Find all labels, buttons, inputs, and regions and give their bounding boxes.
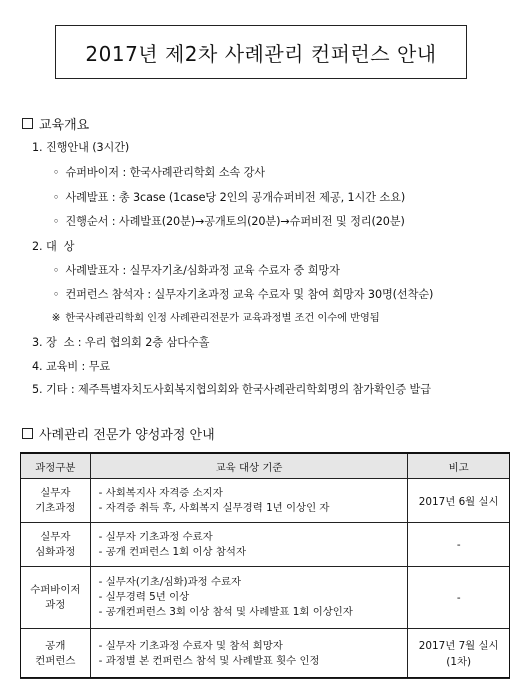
item-number: 4. [32,360,43,373]
checkbox-square-icon [22,118,33,129]
item-label: 교육비 : 무료 [45,360,111,373]
list-item [32,238,74,254]
bullet-icon: ◦ [52,288,60,301]
note-cell: 2017년 6월 실시 [408,479,510,523]
column-header: 비고 [408,453,510,479]
section-heading-text: 교육개요 [39,118,90,133]
note-cell: - [408,523,510,567]
item-label: 대 상 [45,240,75,253]
category-cell: 공개 컨퍼런스 [21,629,91,679]
item-number: 2. [32,240,43,253]
note-cell: 2017년 7월 실시 (1차) [408,629,510,679]
bullet-icon: ◦ [52,191,60,204]
table-row [21,479,510,523]
criteria-cell: - 실무자 기초과정 수료자 및 참석 희망자 - 과정별 본 컨퍼런스 참석 및 사례발표 횟수 인정 [90,629,408,679]
item-text: 컨퍼런스 참석자 : 실무자기초과정 교육 수료자 및 참여 희망자 30명(선착순) [65,288,434,301]
item-text: 슈퍼바이저 : 한국사례관리학회 소속 강사 [65,166,265,179]
table-header-row [21,453,510,479]
list-item [50,262,340,278]
item-label: 장 소 : 우리 협의회 2층 삼다수홀 [45,336,210,349]
item-text: 사례발표 : 총 3case (1case당 2인의 공개슈퍼비전 제공, 1시간 소요) [65,191,406,204]
item-text: 한국사례관리학회 인정 사례관리전문가 교육과정별 조건 이수에 반영됨 [65,312,380,324]
table-row [21,567,510,629]
category-cell: 수퍼바이저 과정 [21,567,91,629]
criteria-cell: - 사회복지사 자격증 소지자 - 자격증 취득 후, 사회복지 실무경력 1년 이상인 자 [90,479,408,523]
column-header: 교육 대상 기준 [90,453,408,479]
note-cell: - [408,567,510,629]
section-heading-text: 사례관리 전문가 양성과정 안내 [39,428,215,443]
table-row [21,629,510,679]
page-title [55,25,467,79]
table-row [21,523,510,567]
list-item-note [50,309,380,324]
reference-mark-icon: ※ [51,312,61,324]
section-heading-overview [22,114,89,133]
checkbox-square-icon [22,428,33,439]
item-number: 5. [32,383,43,396]
item-text: 진행순서 : 사례발표(20분)→공개토의(20분)→슈퍼비전 및 정리(20분) [65,215,405,228]
category-cell: 실무자 심화과정 [21,523,91,567]
criteria-cell: - 실무자(기초/심화)과정 수료자 - 실무경력 5년 이상 - 공개컨퍼런스 3회 이상 참석 및 사례발표 1회 이상인자 [90,567,408,629]
column-header: 과정구분 [21,453,91,479]
section-heading-program [22,424,215,443]
item-number: 1. [32,141,43,154]
page-title-text: 2017년 제2차 사례관리 컨퍼런스 안내 [85,41,437,66]
criteria-cell: - 실무자 기초과정 수료자 - 공개 컨퍼런스 1회 이상 참석자 [90,523,408,567]
bullet-icon: ◦ [52,166,60,179]
category-cell: 실무자 기초과정 [21,479,91,523]
list-item [50,286,433,302]
item-text: 사례발표자 : 실무자기초/심화과정 교육 수료자 중 희망자 [65,264,340,277]
list-item [50,213,405,229]
list-item [50,164,265,180]
list-item [32,334,209,350]
bullet-icon: ◦ [52,215,60,228]
bullet-icon: ◦ [52,264,60,277]
list-item [32,381,431,397]
list-item [32,358,110,374]
list-item [32,139,129,155]
item-label: 진행안내 (3시간) [45,141,130,154]
item-number: 3. [32,336,43,349]
item-label: 기타 : 제주특별자치도사회복지협의회와 한국사례관리학회명의 참가확인증 발급 [45,383,431,396]
program-table [20,452,510,679]
list-item [50,189,405,205]
